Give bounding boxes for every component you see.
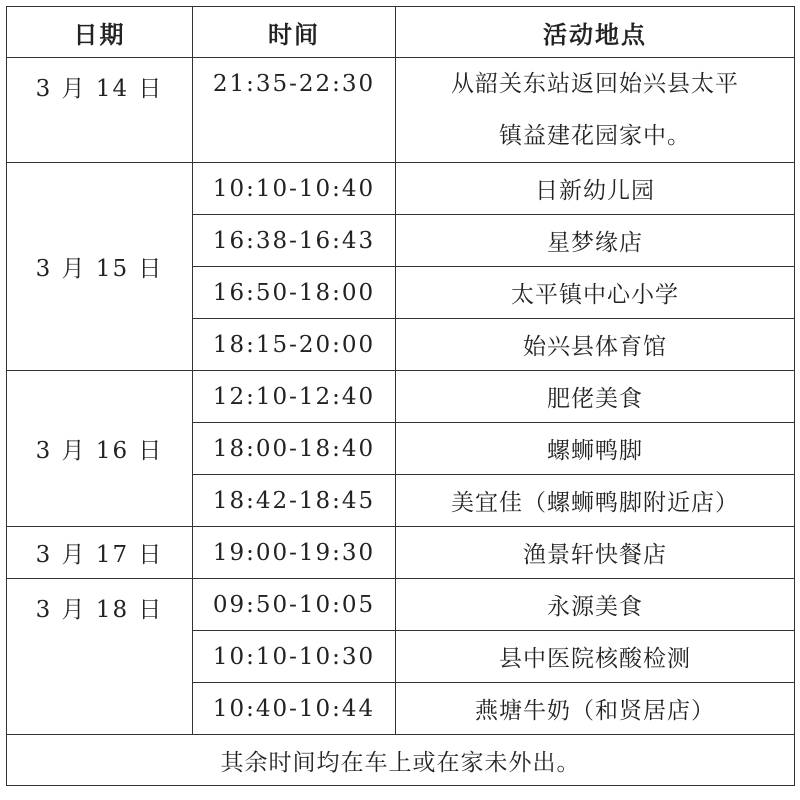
place-cell: 太平镇中心小学 <box>396 267 795 319</box>
place-cell: 县中医院核酸检测 <box>396 631 795 683</box>
table-row <box>7 579 795 631</box>
table-row <box>7 527 795 579</box>
footer-row <box>7 735 795 786</box>
time-cell: 10:40-10:44 <box>193 683 396 735</box>
date-cell: 3 月 17 日 <box>7 527 193 579</box>
header-date: 日期 <box>7 7 193 58</box>
place-cell: 永源美食 <box>396 579 795 631</box>
place-line: 从韶关东站返回始兴县太平 <box>451 71 739 97</box>
place-cell <box>396 58 795 163</box>
place-cell: 日新幼儿园 <box>396 163 795 215</box>
time-cell: 10:10-10:30 <box>193 631 396 683</box>
time-cell: 12:10-12:40 <box>193 371 396 423</box>
time-cell: 18:15-20:00 <box>193 319 396 371</box>
time-cell: 16:50-18:00 <box>193 267 396 319</box>
time-cell: 18:00-18:40 <box>193 423 396 475</box>
place-line: 镇益建花园家中。 <box>499 123 691 149</box>
table-row <box>7 163 795 215</box>
time-cell: 21:35-22:30 <box>193 58 396 163</box>
place-cell: 始兴县体育馆 <box>396 319 795 371</box>
place-cell: 肥佬美食 <box>396 371 795 423</box>
date-cell: 3 月 15 日 <box>7 163 193 371</box>
time-cell: 10:10-10:40 <box>193 163 396 215</box>
date-cell: 3 月 18 日 <box>7 579 193 735</box>
header-row <box>7 7 795 58</box>
time-cell: 16:38-16:43 <box>193 215 396 267</box>
time-cell: 18:42-18:45 <box>193 475 396 527</box>
table-row <box>7 371 795 423</box>
place-cell: 螺蛳鸭脚 <box>396 423 795 475</box>
place-cell: 渔景轩快餐店 <box>396 527 795 579</box>
header-place: 活动地点 <box>396 7 795 58</box>
footer-note: 其余时间均在车上或在家未外出。 <box>7 735 795 786</box>
place-cell: 星梦缘店 <box>396 215 795 267</box>
date-cell: 3 月 14 日 <box>7 58 193 163</box>
header-time: 时间 <box>193 7 396 58</box>
place-cell: 美宜佳（螺蛳鸭脚附近店） <box>396 475 795 527</box>
place-cell: 燕塘牛奶（和贤居店） <box>396 683 795 735</box>
time-cell: 19:00-19:30 <box>193 527 396 579</box>
time-cell: 09:50-10:05 <box>193 579 396 631</box>
date-cell: 3 月 16 日 <box>7 371 193 527</box>
itinerary-table <box>6 6 795 786</box>
table-row <box>7 58 795 163</box>
